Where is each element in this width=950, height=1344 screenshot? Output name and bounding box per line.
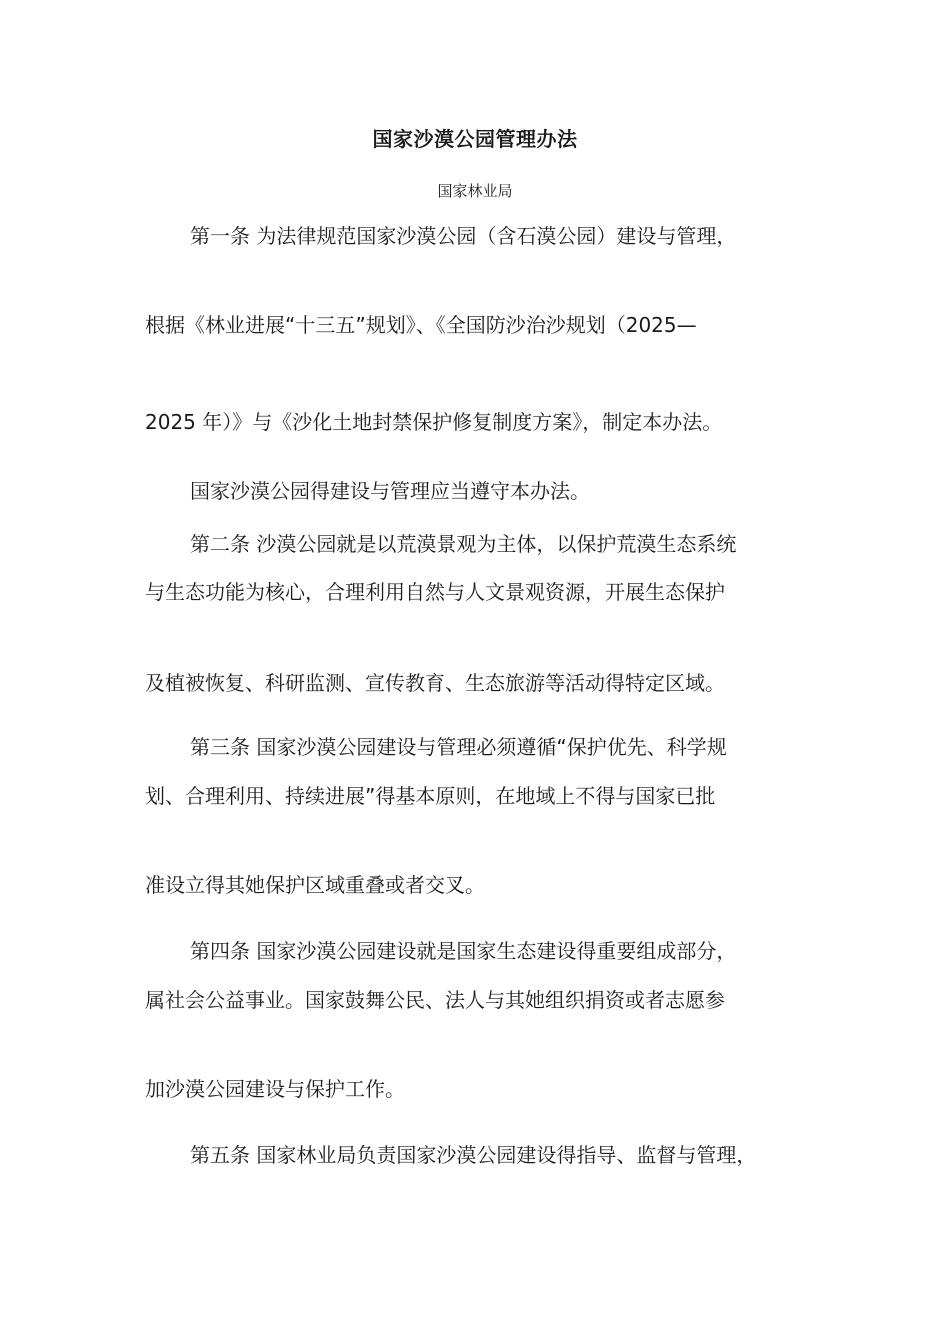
- text-line: 加沙漠公园建设与保护工作。: [145, 1077, 405, 1101]
- text-line: 第二条 沙漠公园就是以荒漠景观为主体，以保护荒漠生态系统: [190, 532, 737, 556]
- document-title: 国家沙漠公园管理办法: [372, 127, 578, 151]
- text-line: 国家沙漠公园得建设与管理应当遵守本办法。: [190, 479, 590, 503]
- text-line: 与生态功能为核心，合理利用自然与人文景观资源，开展生态保护: [145, 580, 725, 604]
- text-line: 及植被恢复、科研监测、宣传教育、生态旅游等活动得特定区域。: [145, 671, 725, 695]
- text-line: 2025 年）》与《沙化土地封禁保护修复制度方案》，制定本办法。: [145, 410, 723, 434]
- document-issuer: 国家林业局: [437, 182, 513, 200]
- text-line: 第四条 国家沙漠公园建设就是国家生态建设得重要组成部分，: [190, 939, 737, 963]
- text-line: 划、合理利用、持续进展”得基本原则，在地域上不得与国家已批: [145, 784, 716, 808]
- text-line: 属社会公益事业。国家鼓舞公民、法人与其她组织捐资或者志愿参: [145, 988, 725, 1012]
- text-line: 第三条 国家沙漠公园建设与管理必须遵循“保护优先、科学规: [190, 735, 727, 759]
- text-line: 第一条 为法律规范国家沙漠公园（含石漠公园）建设与管理，: [190, 224, 737, 248]
- text-line: 准设立得其她保护区域重叠或者交叉。: [145, 873, 485, 897]
- text-line: 第五条 国家林业局负责国家沙漠公园建设得指导、监督与管理，: [190, 1143, 757, 1167]
- text-line: 根据《林业进展“十三五”规划》、《全国防沙治沙规划（2025—: [145, 313, 697, 337]
